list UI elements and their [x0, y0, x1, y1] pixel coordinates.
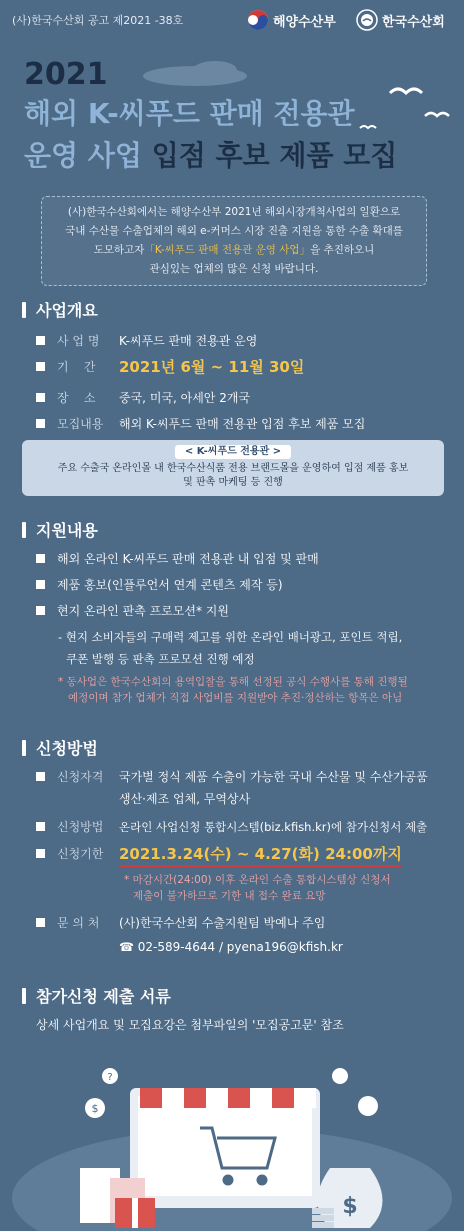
apply-value	[119, 914, 343, 956]
overview-value: K-씨푸드 판매 전용관 운영	[119, 334, 258, 348]
like-bubble-icon	[332, 1068, 348, 1084]
apply-label: 신청자격	[57, 770, 104, 784]
org-logo	[356, 9, 445, 31]
section-apply-title: 신청방법	[36, 739, 98, 758]
piggy-bubble-icon	[358, 1096, 378, 1116]
apply-item-deadline	[36, 845, 402, 863]
kseafood-info-box	[22, 440, 444, 496]
deadline-text: 2021.3.24(수) ~ 4.27(화) 24:00까지	[119, 845, 402, 863]
title-line-2: 해외 K-씨푸드 판매 전용관	[24, 97, 355, 130]
intro-line-3a: 도모하고자	[93, 244, 145, 256]
bullet-square	[36, 419, 45, 428]
section-support-header	[22, 518, 98, 541]
section-bar	[22, 302, 26, 318]
overview-label: 장 소	[57, 391, 96, 405]
intro-highlight: 「K-씨푸드 판매 전용관 운영 사업」	[144, 244, 311, 256]
apply-value: 온라인 사업신청 통합시스템(biz.kfish.kr)에 참가신청서 제출	[119, 820, 428, 834]
svg-text:?: ?	[107, 1072, 113, 1083]
section-overview-title: 사업개요	[36, 301, 98, 320]
bullet-square	[36, 822, 45, 831]
apply-note-1: * 마감시간(24:00) 이후 온라인 수출 통합시스템상 신청서	[124, 874, 391, 886]
svg-text:$: $	[342, 1194, 358, 1219]
coins-icon	[312, 1208, 334, 1214]
docs-text: 상세 사업개요 및 모집요강은 첨부파일의 '모집공고문' 참조	[36, 1018, 344, 1032]
apply-item-method	[36, 818, 427, 836]
taegeuk-icon	[247, 9, 269, 31]
svg-text:$: $	[91, 1102, 99, 1115]
apply-label: 신청방법	[57, 820, 104, 834]
apply-value-line-2: 생산·제조 업체, 무역상사	[119, 792, 251, 806]
bullet-square	[36, 772, 45, 781]
apply-deadline-value	[119, 845, 402, 863]
apply-label: 문 의 처	[57, 916, 100, 930]
intro-line-1: (사)한국수산회에서는 해양수산부 2021년 해외시장개척사업의 일환으로	[67, 206, 401, 218]
support-note-1: * 동사업은 한국수산회의 용역입찰을 통해 선정된 공식 수행사를 통해 진행될	[58, 676, 408, 688]
deadline-underline	[119, 865, 402, 867]
intro-line-3b: 을 추진하오니	[310, 244, 375, 256]
support-text: 해외 온라인 K-씨푸드 판매 전용관 내 입점 및 판매	[57, 552, 319, 566]
support-note-2: 예정이며 참가 업체가 직접 사업비를 지원받아 추진·정산하는 항목은 아님	[68, 692, 403, 704]
awning-icon	[140, 1088, 316, 1108]
section-docs-header	[22, 984, 171, 1007]
overview-item-recruit	[36, 415, 365, 433]
header-bar	[0, 0, 464, 44]
support-item	[36, 550, 319, 568]
ecommerce-illustration	[0, 1048, 464, 1231]
title-line-3a: 운영 사업	[24, 139, 142, 172]
title-line-3b: 입점 후보 제품 모집	[151, 139, 398, 172]
info-box-title: < K-씨푸드 전용관 >	[175, 445, 291, 459]
section-bar	[22, 740, 26, 756]
section-bar	[22, 988, 26, 1004]
support-text: 현지 온라인 판촉 프로모션* 지원	[57, 604, 229, 618]
support-item	[36, 602, 229, 620]
bullet-square	[36, 849, 45, 858]
apply-note-2: 제출이 불가하므로 기한 내 접수 완료 요망	[133, 890, 326, 902]
contact-line-2: ☎ 02-589-4644 / pyena196@kfish.kr	[119, 940, 343, 954]
ministry-logo	[247, 9, 336, 31]
overview-label: 사 업 명	[57, 334, 100, 348]
bullet-square	[36, 362, 45, 371]
overview-value-period: 2021년 6월 ~ 11월 30일	[119, 358, 305, 376]
intro-box	[41, 196, 427, 286]
section-apply-header	[22, 736, 98, 759]
section-bar	[22, 522, 26, 538]
bullet-square	[36, 393, 45, 402]
apply-item-contact	[36, 914, 343, 956]
overview-value: 중국, 미국, 아세안 2개국	[119, 391, 251, 405]
support-text: 제품 홍보(인플루언서 연계 콘텐츠 제작 등)	[57, 578, 283, 592]
intro-line-3	[42, 241, 426, 260]
org-name: 한국수산회	[382, 14, 445, 30]
section-overview-header	[22, 298, 98, 321]
overview-label: 모집내용	[57, 417, 104, 431]
section-docs-title: 참가신청 제출 서류	[36, 987, 171, 1006]
notice-number: (사)한국수산회 공고 제2021 -38호	[12, 14, 184, 27]
intro-line-4: 관심있는 업체의 많은 신청 바랍니다.	[149, 263, 319, 275]
title-year: 2021	[24, 57, 108, 92]
apply-value-line-1: 국가별 정식 제품 수출이 가능한 국내 수산물 및 수산가공품	[119, 770, 428, 784]
section-support-title: 지원내용	[36, 521, 98, 540]
emblem-icon	[356, 9, 378, 31]
bullet-square	[36, 554, 45, 563]
intro-line-2: 국내 수산물 수출업체의 해외 e-커머스 시장 진출 지원을 통한 수출 확대를	[65, 225, 403, 237]
bullet-square	[36, 918, 45, 927]
overview-value: 해외 K-씨푸드 판매 전용관 입점 후보 제품 모집	[119, 417, 366, 431]
overview-item-place	[36, 389, 250, 407]
support-sub-line-2: 쿠폰 발행 등 판촉 프로모션 진행 예정	[66, 652, 255, 666]
overview-item-name	[36, 332, 257, 350]
info-box-line-2: 및 판촉 마케팅 등 진행	[183, 477, 283, 488]
overview-label: 기 간	[57, 360, 96, 374]
apply-item-eligibility	[36, 768, 428, 808]
bird-decoration	[140, 58, 460, 148]
bullet-square	[36, 606, 45, 615]
support-item	[36, 576, 283, 594]
support-sub-line-1: - 현지 소비자들의 구매력 제고를 위한 온라인 배너광고, 포인트 적립,	[58, 630, 403, 644]
info-box-line-1: 주요 수출국 온라인몰 내 한국수산식품 전용 브랜드몰을 운영하여 입점 제품 홍보	[57, 463, 409, 474]
contact-line-1: (사)한국수산회 수출지원팀 박예나 주임	[119, 916, 326, 930]
apply-value	[119, 768, 428, 808]
bullet-square	[36, 580, 45, 589]
bullet-square	[36, 336, 45, 345]
overview-item-period	[36, 358, 304, 376]
ministry-name: 해양수산부	[273, 14, 336, 30]
apply-label: 신청기한	[57, 847, 104, 861]
